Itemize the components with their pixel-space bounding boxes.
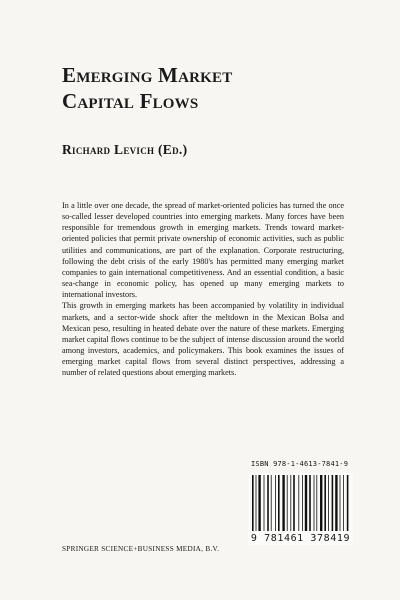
barcode-bar bbox=[267, 475, 269, 531]
barcode-bar bbox=[293, 475, 295, 531]
publisher-name: SPRINGER SCIENCE+BUSINESS MEDIA, B.V. bbox=[62, 545, 220, 553]
barcode-bar bbox=[305, 475, 307, 531]
barcode bbox=[248, 473, 353, 545]
barcode-bar bbox=[340, 475, 341, 531]
barcode-bar bbox=[309, 475, 311, 531]
barcode-bar bbox=[264, 475, 265, 531]
barcode-bar bbox=[332, 475, 334, 531]
book-title-line-1: Emerging Market bbox=[62, 63, 233, 87]
barcode-bar bbox=[271, 475, 272, 531]
barcode-digits: 9 781461 378419 bbox=[248, 533, 353, 544]
barcode-bar bbox=[324, 475, 326, 531]
barcode-bar bbox=[290, 475, 291, 531]
book-author: Richard Levich (Ed.) bbox=[62, 142, 188, 157]
barcode-bar bbox=[335, 475, 337, 531]
barcode-bar bbox=[320, 475, 322, 531]
barcode-bar bbox=[316, 475, 317, 531]
barcode-bar bbox=[278, 475, 280, 531]
barcode-bar bbox=[252, 475, 254, 531]
barcode-bars bbox=[248, 473, 353, 533]
book-title bbox=[62, 62, 232, 114]
barcode-bar bbox=[343, 475, 344, 531]
book-description bbox=[62, 200, 344, 379]
description-paragraph-2: This growth in emerging markets has been accompanied by volatility in individual markets, and a sector-wide shock after the meltdown in the Mexican Bolsa and Mexican peso, resulting in heated debate over the nature of these markets. Emerging market capital flows continue to be the subject of intense discussion around the world among investors, academics, and policymakers. This book examines the issues of emerging market capital flows from several distinct perspectives, addressing a number of related questions about emerging markets. bbox=[62, 301, 344, 378]
description-paragraph-1: In a little over one decade, the spread of market-oriented policies has turned the once so-called lesser developed countries into emerging markets. Many forces have been responsible for tremendous growth in emerging markets. Trends toward market-oriented policies that permit private ownership of economic activities, such as public utilities and communications, are part of the explanation. Corporate restructuring, following the debt crisis of the early 1980's has permitted many emerging market companies to gain international competitiveness. And an essential condition, a basic sea-change in economic policy, has opened up many emerging markets to international investors. bbox=[62, 201, 344, 300]
barcode-bar bbox=[282, 475, 284, 531]
barcode-bar bbox=[298, 475, 299, 531]
book-title-line-2: Capital Flows bbox=[62, 89, 199, 113]
barcode-bar bbox=[258, 475, 260, 531]
barcode-bar bbox=[328, 475, 329, 531]
barcode-bar bbox=[347, 475, 349, 531]
isbn-label: ISBN 978-1-4613-7841-9 bbox=[251, 460, 349, 468]
barcode-bar bbox=[314, 475, 315, 531]
barcode-bar bbox=[287, 475, 288, 531]
barcode-bar bbox=[302, 475, 303, 531]
barcode-bar bbox=[275, 475, 276, 531]
barcode-bar bbox=[256, 475, 257, 531]
barcode-area bbox=[245, 460, 355, 560]
